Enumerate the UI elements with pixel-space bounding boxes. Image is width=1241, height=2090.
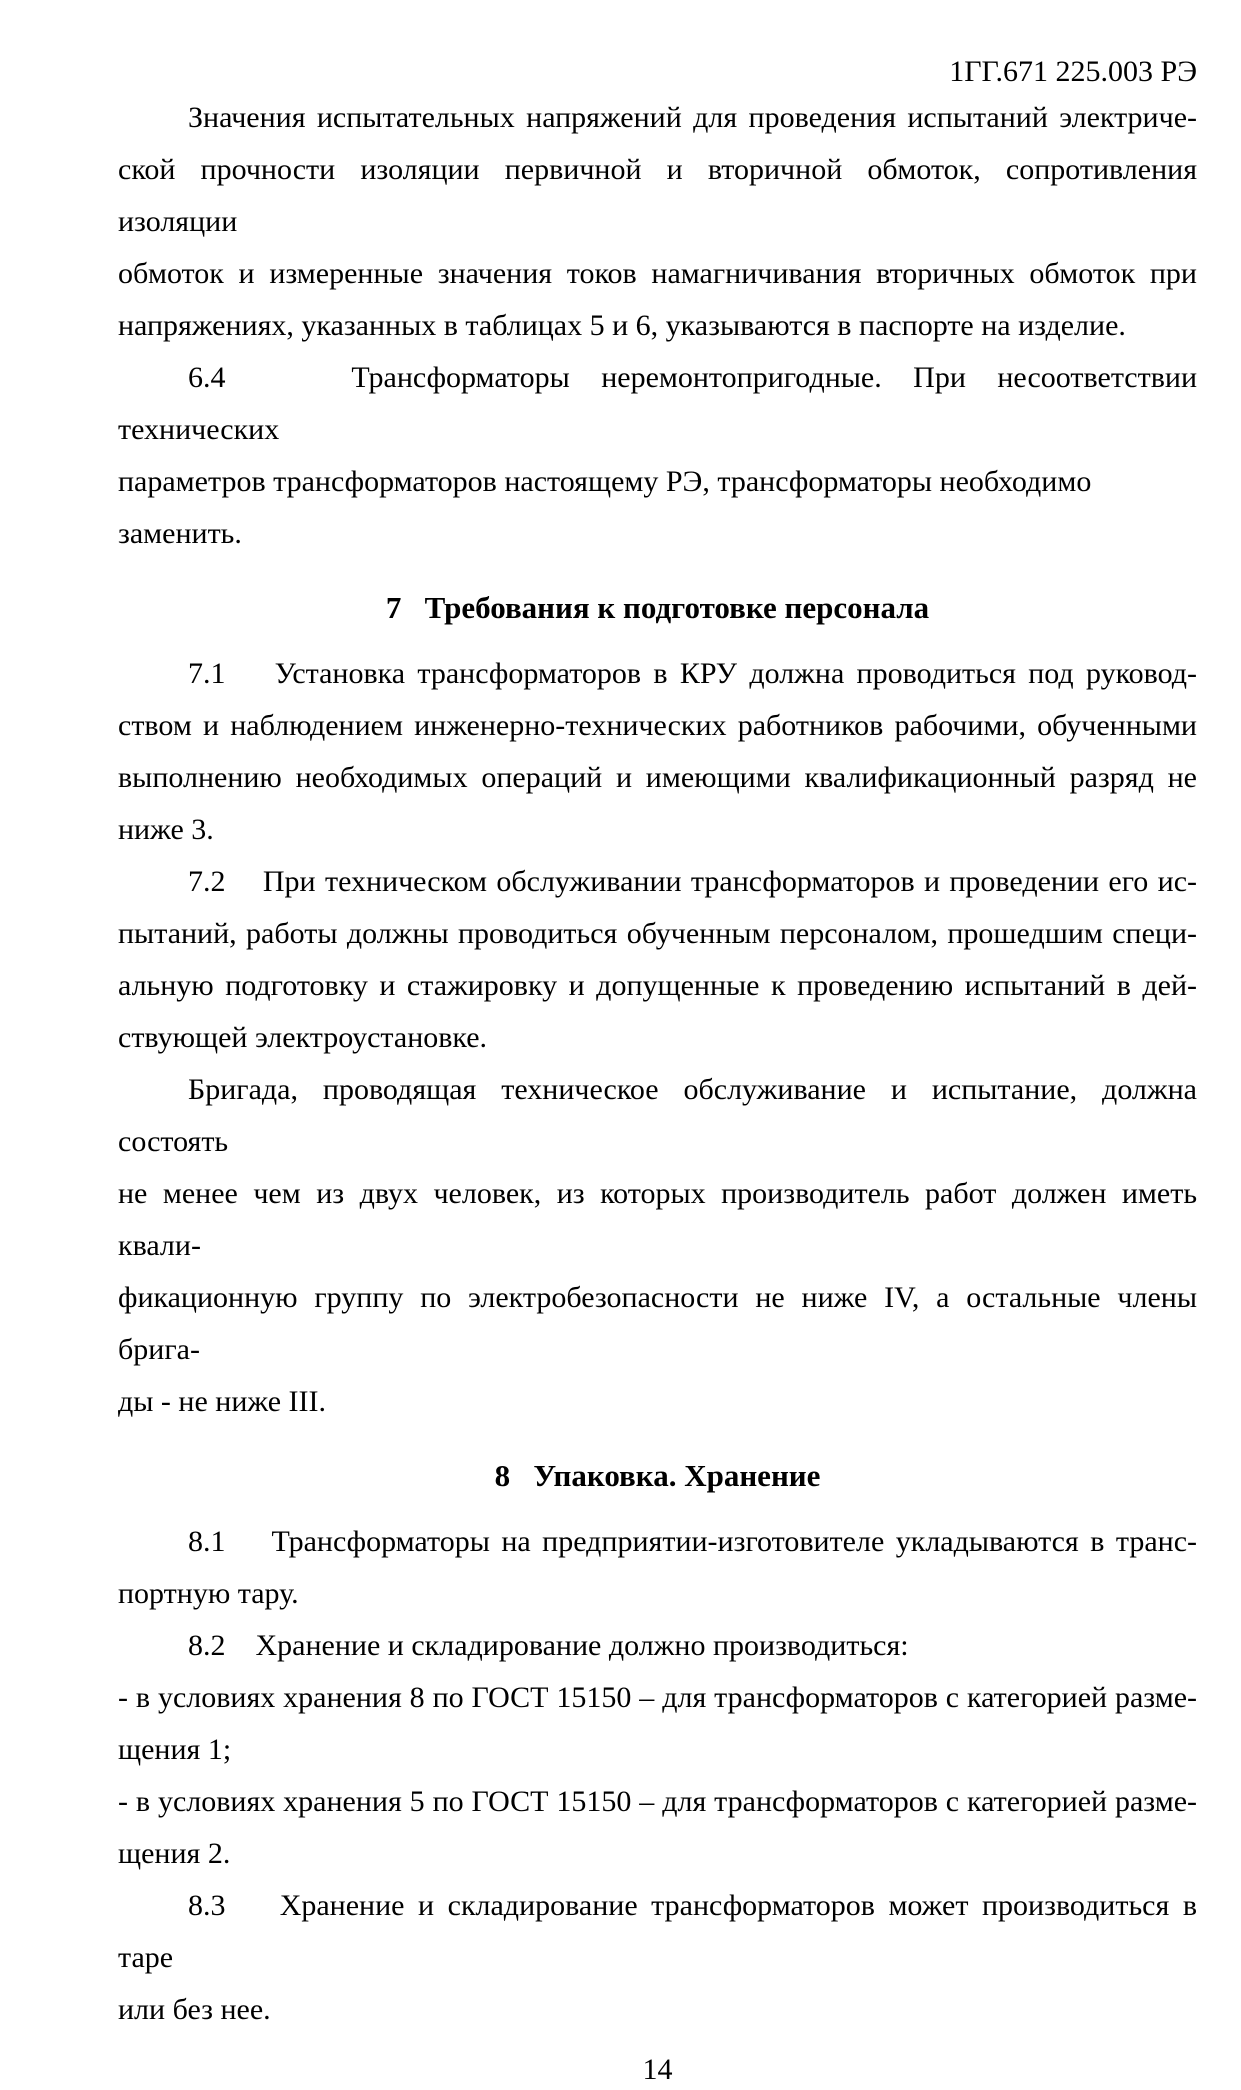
text-line: 6.4 Трансформаторы неремонтопригодные. При несоответствии технических: [118, 361, 1197, 446]
text-line: 7.1 Установка трансформаторов в КРУ должна проводиться под руковод-: [188, 657, 1197, 690]
text-line: - в условиях хранения 8 по ГОСТ 15150 – для трансформаторов с категорией разме-: [118, 1681, 1197, 1714]
text-line: или без нее.: [118, 1993, 271, 2026]
document-code-header: 1ГГ.671 225.003 РЭ: [949, 55, 1197, 88]
paragraph: [118, 1880, 1197, 2036]
text-line: Бригада, проводящая техническое обслуживание и испытание, должна состоять: [118, 1073, 1197, 1158]
text-line: 7.2 При техническом обслуживании трансформаторов и проведении его ис-: [188, 865, 1197, 898]
text-line: ством и наблюдением инженерно-технических работников рабочими, обученными: [118, 709, 1197, 742]
text-line: альную подготовку и стажировку и допущенные к проведению испытаний в дей-: [118, 969, 1197, 1002]
text-line: напряжениях, указанных в таблицах 5 и 6, указываются в паспорте на изделие.: [118, 309, 1126, 342]
text-line: обмоток и измеренные значения токов намагничивания вторичных обмоток при: [118, 257, 1197, 290]
document-body: [118, 92, 1197, 2036]
text-line: щения 2.: [118, 1837, 231, 1870]
text-line: 8.1 Трансформаторы на предприятии-изготовителе укладываются в транс-: [188, 1525, 1197, 1558]
paragraph: [118, 1672, 1197, 1776]
text-line: ды - не ниже III.: [118, 1385, 327, 1418]
paragraph: [118, 1516, 1197, 1620]
text-line: ской прочности изоляции первичной и вторичной обмоток, сопротивления изоляции: [118, 153, 1197, 238]
text-line: ствующей электроустановке.: [118, 1021, 488, 1054]
paragraph: [118, 1064, 1197, 1428]
text-line: пытаний, работы должны проводиться обученным персоналом, прошедшим специ-: [118, 917, 1197, 950]
text-line: 8.2 Хранение и складирование должно производиться:: [188, 1629, 909, 1662]
text-line: Значения испытательных напряжений для проведения испытаний электриче-: [188, 101, 1197, 134]
paragraph: [118, 648, 1197, 856]
text-line: параметров трансформаторов настоящему РЭ, трансформаторы необходимо заменить.: [118, 465, 1092, 550]
section-heading: 8 Упаковка. Хранение: [494, 1458, 821, 1493]
section-heading: 7 Требования к подготовке персонала: [385, 590, 930, 625]
text-line: 8.3 Хранение и складирование трансформаторов может производиться в таре: [118, 1889, 1197, 1974]
paragraph: [118, 856, 1197, 1064]
text-line: щения 1;: [118, 1733, 232, 1766]
text-line: портную тару.: [118, 1577, 299, 1610]
text-line: фикационную группу по электробезопасности не ниже IV, а остальные члены брига-: [118, 1281, 1197, 1366]
text-line: - в условиях хранения 5 по ГОСТ 15150 – для трансформаторов с категорией разме-: [118, 1785, 1197, 1818]
text-line: не менее чем из двух человек, из которых производитель работ должен иметь квали-: [118, 1177, 1197, 1262]
page-number: 14: [642, 2053, 673, 2086]
text-line: ниже 3.: [118, 813, 214, 846]
paragraph: [118, 92, 1197, 352]
paragraph: [118, 1776, 1197, 1880]
text-line: выполнению необходимых операций и имеющими квалификационный разряд не: [118, 761, 1197, 794]
paragraph: [118, 352, 1197, 560]
paragraph: [118, 1620, 1197, 1672]
